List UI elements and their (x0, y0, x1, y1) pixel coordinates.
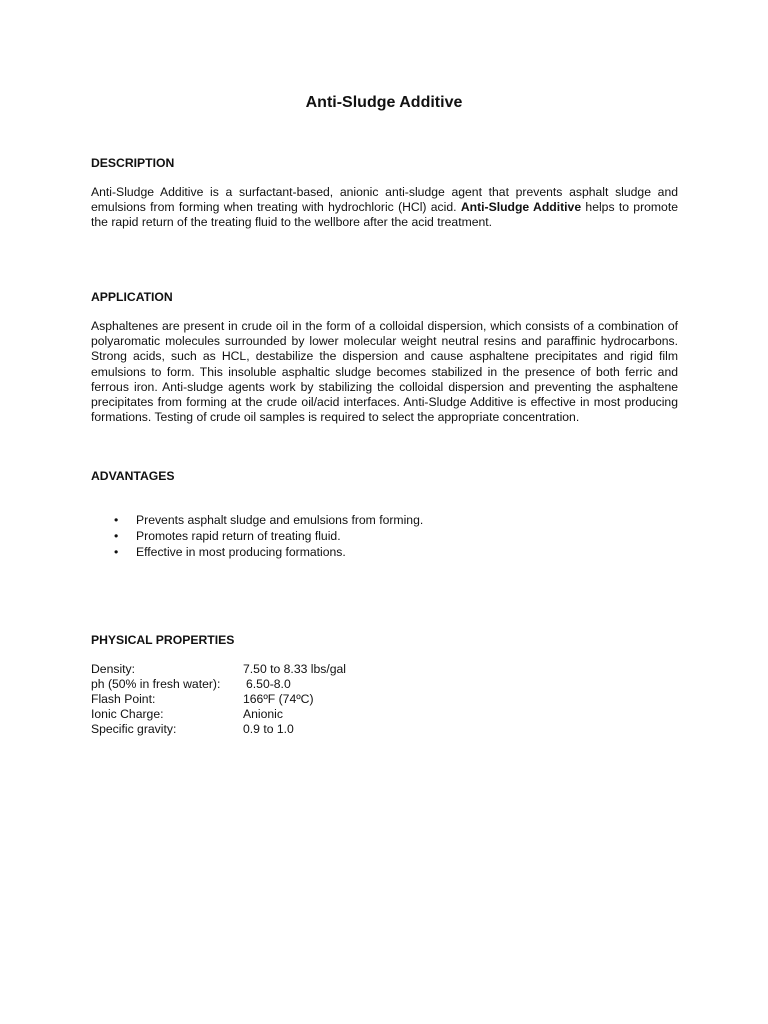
property-row-density (91, 662, 346, 677)
list-item (91, 544, 423, 560)
property-row-ionic-charge (91, 707, 346, 722)
list-item-text: Prevents asphalt sludge and emulsions from forming. (136, 513, 424, 527)
advantages-list (91, 512, 423, 560)
bullet-icon: • (114, 513, 119, 527)
property-row-ph (91, 677, 346, 692)
property-value: 166ºF (74ºC) (243, 692, 314, 706)
bullet-icon: • (114, 545, 119, 559)
physical-properties-heading: PHYSICAL PROPERTIES (91, 633, 235, 647)
property-label: Flash Point: (91, 692, 156, 706)
list-item (91, 512, 423, 528)
description-text-start: Anti-Sludge Additive is a surfactant-based, anionic anti-sludge agent that prevents asphalt sludge and emulsions from forming when treating with hydrochloric (HCl) acid. (91, 185, 678, 215)
description-product-name: Anti-Sludge Additive (460, 200, 582, 215)
property-value: Anionic (243, 707, 283, 721)
property-label: ph (50% in fresh water): (91, 677, 221, 691)
list-item (91, 528, 423, 544)
physical-properties-table (91, 662, 346, 737)
property-value: 6.50-8.0 (246, 677, 291, 691)
property-label: Ionic Charge: (91, 707, 164, 721)
property-row-specific-gravity (91, 722, 346, 737)
list-item-text: Effective in most producing formations. (136, 545, 346, 559)
property-value: 7.50 to 8.33 lbs/gal (243, 662, 346, 676)
property-row-flash-point (91, 692, 346, 707)
property-label: Specific gravity: (91, 722, 177, 736)
description-text-end: helps to promote the rapid return of the treating fluid to the wellbore after the acid treatment. (91, 200, 679, 230)
advantages-heading: ADVANTAGES (91, 469, 175, 483)
property-value: 0.9 to 1.0 (243, 722, 294, 736)
document-title: Anti-Sludge Additive (305, 94, 463, 111)
bullet-icon: • (114, 529, 119, 543)
description-paragraph (91, 185, 678, 231)
property-label: Density: (91, 662, 136, 676)
application-paragraph: Asphaltenes are present in crude oil in the form of a colloidal dispersion, which consists of a combination of polyaromatic molecules surrounded by lower molecular weight neutral resins and paraffinic hydrocarbons. Strong acids, such as HCL, destabilize the dispersion and cause asphaltene precipitates and rigid film emulsions to form. This insoluble asphaltic sludge becomes stabilized in the presence of both ferric and ferrous iron. Anti-sludge agents work by stabilizing the colloidal dispersion and preventing the asphaltene precipitates from forming at the crude oil/acid interfaces. Anti-Sludge Additive is effective in most producing formations. Testing of crude oil samples is required to select the appropriate concentration. (91, 319, 678, 425)
list-item-text: Promotes rapid return of treating fluid. (136, 529, 341, 543)
application-heading: APPLICATION (91, 290, 173, 304)
description-heading: DESCRIPTION (91, 156, 175, 170)
